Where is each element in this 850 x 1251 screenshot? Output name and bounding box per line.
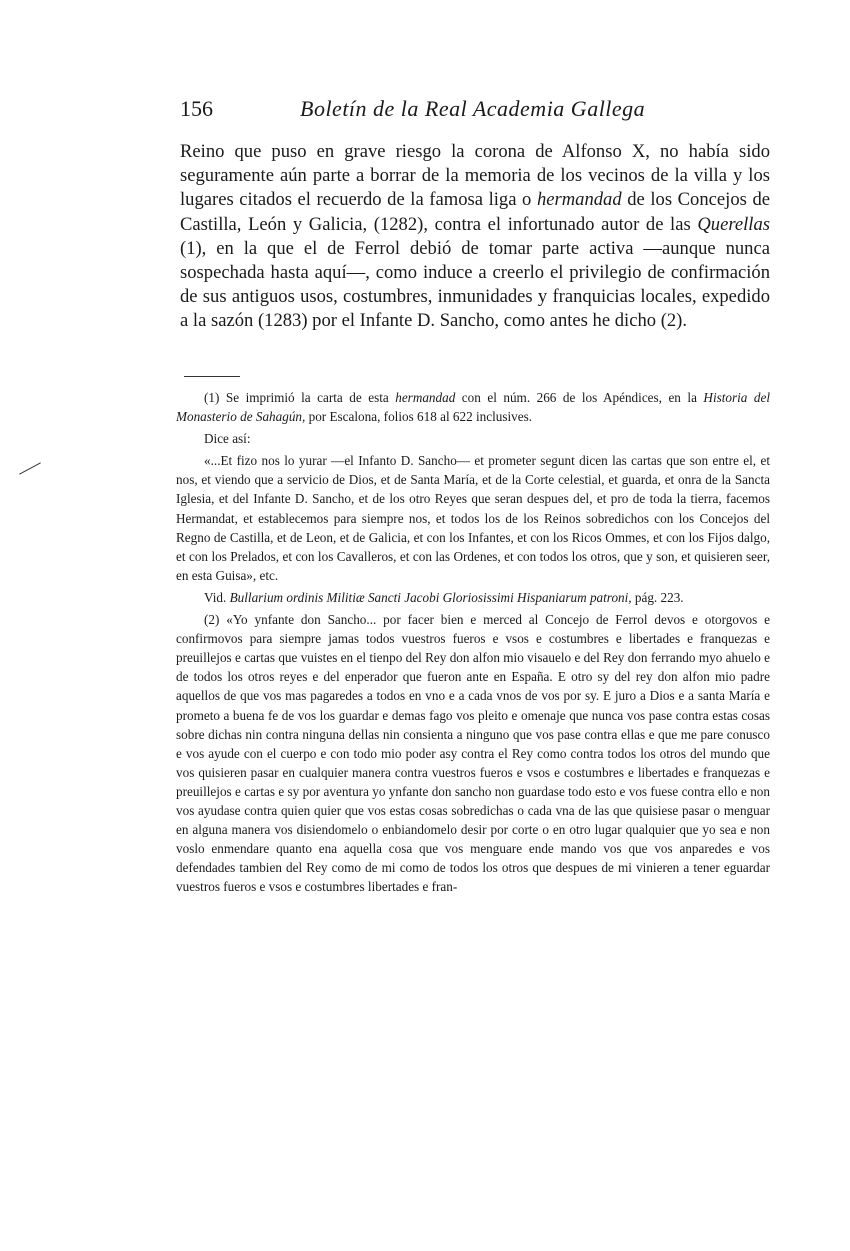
running-title: Boletín de la Real Academia Gallega: [300, 96, 646, 121]
main-paragraph: [180, 140, 770, 334]
footnote-1-emphasis-2: Historia del Monasterio de Sahagún,: [176, 390, 770, 425]
reference-prefix: Vid.: [204, 589, 230, 605]
main-text-2: de los Concejos de Castilla, León y Galicia, (1282), contra el infortunado autor de las: [180, 189, 770, 235]
main-emphasis-querellas: Querellas: [697, 213, 770, 235]
footnote-1-quote: «...Et fizo nos lo yurar —el Infanto D. Sancho— et prometer segunt dicen las cartas que son entre el, et nos, et viendo que a servicio de Dios, et de Santa María, et de la Corte celestial, et guarda, et onra de la Sancta Iglesia, et del Infante D. Sancho, et de los otro Reyes que seran despues del, et pro de toda la tierra, facemos Hermandat, et establecemos para siempre nos, et todos los de los Reinos sobredichos con los Concejos del Regno de Castilla, et de Leon, et de Galicia, et con los Infantes, et con los Ricos Ommes, et con los Fijos dalgo, et con los Prelados, et con los Cavalleros, et con las Ordenes, et con todos los otros, que y son, et quisieren seer, en esta Guisa», etc.: [176, 453, 770, 583]
main-text-1: Reino que puso en grave riesgo la corona de Alfonso X, no había sido seguramente aún parte a borrar de la memoria de los vecinos de la villa y los lugares citados el recuerdo de la famosa liga o: [180, 141, 770, 211]
footnote-1: [176, 388, 770, 426]
page-header: [180, 96, 770, 122]
footnote-2: (2) «Yo ynfante don Sancho... por facer bien e merced al Concejo de Ferrol devos e otorgovos e confirmovos para siempre jamas todos vuestros fueros e vsos e costumbres e libertades e franquezas e preuillejos e cartas que vuistes en el tienpo del Rey don alfon mio visauelo e del Rey don ferrando myo ahuelo e de todos los otros reyes e del enperador que fueron ante en España. E otro sy del rey don alfon mio padre aquellos de que vos mas pagaredes a todos en vno e a cada vnos de vos por sy. E juro a Dios e a santa María e prometo a buena fe de vos los guardar e demas fago vos pleito e omenaje que nunca vos pase contra estas cosas sobre dichas nin contra ninguna dellas nin consienta a ninguno que vos pase contra ellas e que me pare conusco e vos ayude con el cuerpo e con todo mio poder asy contra el Rey como contra todos los otros del mundo que vos quisieren pasar en cualquier manera contra vuestros fueros e vsos e costumbres e libertades e franquezas e preuillejos e cartas e sy por aventura yo ynfante don sancho non guardase todo esto e vos fuese contra ello e non vos ayudase contra quien quier que vos estas cosas sobredichas o cada vna de las que quisiese pasar o menguar en alguna manera vos disiendomelo o enbiandomelo desir por corte o en otro lugar qualquier que yo sea e non voslo enmendare quanto ena aquella cosa que vos menguare ende mando vos que vos anparedes e vos defendades tambien del Rey como de mi como de todos los otros que despues de mi vinieren a tener eguardar vuestros fueros e vsos e costumbres libertades e fran-: [176, 612, 770, 895]
footnote-1-reference: [176, 588, 770, 607]
margin-pencil-mark: [19, 462, 41, 474]
footnote-1-text-a: (1) Se imprimió la carta de esta: [204, 390, 396, 405]
main-emphasis-hermandad: hermandad: [536, 189, 622, 211]
footnote-1-emphasis-1: hermandad: [395, 390, 456, 405]
footnote-1-dice: Dice así:: [204, 431, 251, 447]
footnote-1-text-b: con el núm. 266 de los Apéndices, en la: [455, 390, 704, 405]
footnotes: [176, 388, 770, 899]
footnote-1-text-c: por Escalona, folios 618 al 622 inclusives.: [305, 409, 533, 425]
reference-title: Bullarium ordinis Militiæ Sancti Jacobi Gloriosissimi Hispaniarum patroni,: [229, 589, 632, 605]
page-number: 156: [180, 96, 213, 121]
reference-page: pág. 223.: [631, 589, 684, 605]
main-text-3: (1), en la que el de Ferrol debió de tomar parte activa —aunque nunca sospechada hasta aquí—, como induce a creerlo el privilegio de confirmación de sus antiguos usos, costumbres, inmunidades y franquicias locales, expedido a la sazón (1283) por el Infante D. Sancho, como antes he dicho (2).: [180, 237, 770, 332]
footnote-divider: [184, 376, 240, 377]
